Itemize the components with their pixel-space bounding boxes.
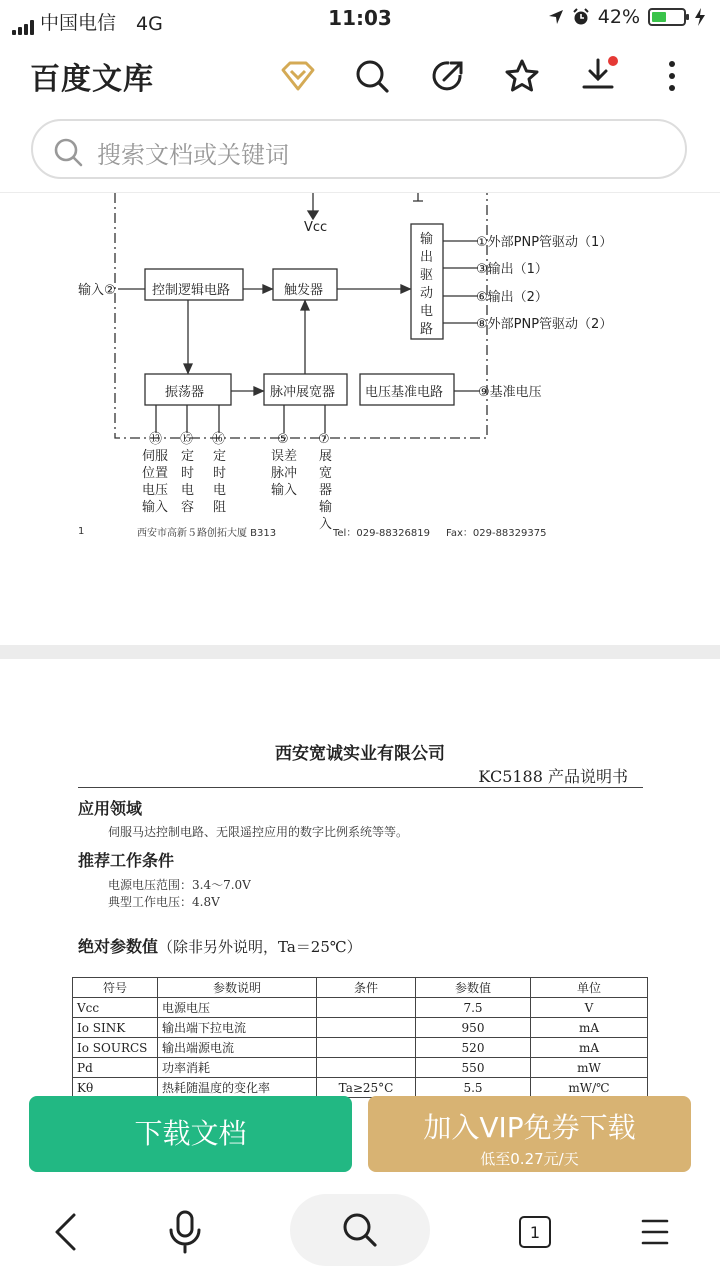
table-cell: Ta≥25°C [317,1078,416,1098]
bottom-nav [0,1190,720,1280]
search-nav-button[interactable] [290,1194,430,1266]
footer-fax: Fax：029-88329375 [446,528,547,539]
battery-icon [648,8,686,26]
table-cell: 输出端源电流 [158,1038,317,1058]
pin-label-15-1: 时 [181,466,195,481]
document-page-2 [0,659,720,1099]
search-field-icon [53,137,83,167]
pin-label-7-0: 展 [319,449,333,464]
pin-label-13-1: 位置 [142,466,169,481]
block-output-driver-4: 电 [420,304,434,319]
table-row [73,1038,648,1058]
pin-7: ⑦ [318,432,330,447]
pin-label-7-2: 器 [319,483,333,498]
block-voltage-ref: 电压基准电路 [365,385,444,400]
table-cell: 950 [416,1018,531,1038]
pin-13: ⑬ [149,432,163,447]
table-cell: 电源电压 [158,998,317,1018]
section-absolute-title-text: 绝对参数值 [78,937,159,956]
more-icon[interactable] [650,54,694,98]
tabs-icon [519,1216,551,1248]
pin-label-15-3: 容 [181,500,195,515]
table-cell [317,1018,416,1038]
output-label-3: ⑥输出（2） [476,290,548,305]
table-row [73,1078,648,1098]
block-output-driver-0: 输 [420,232,434,247]
table-cell: mA [531,1018,648,1038]
pin-label-15-2: 电 [181,483,195,498]
section-conditions-title: 推荐工作条件 [78,851,175,870]
status-right [548,6,706,28]
tab-count: 1 [529,1222,541,1242]
table-row [73,1058,648,1078]
output-label-4: ⑧外部PNP管驱动（2） [476,317,613,332]
block-output-driver-3: 动 [420,286,434,301]
table-header: 条件 [317,978,416,998]
table-cell: mW [531,1058,648,1078]
pin-label-16-2: 电 [213,483,227,498]
block-control-logic: 控制逻辑电路 [152,283,231,298]
clock: 11:03 [328,6,392,30]
section-conditions-line2: 典型工作电压：4.8V [108,895,220,909]
page-separator [0,645,720,659]
pin-label-13-3: 输入 [142,500,169,515]
pin-label-7-4: 入 [319,517,333,532]
table-header-row [73,978,648,998]
search-input[interactable] [31,119,687,179]
pin-label-13-0: 伺服 [142,449,169,464]
microphone-icon[interactable] [150,1190,220,1274]
block-pulse-expander: 脉冲展宽器 [270,385,336,400]
section-application-title: 应用领域 [78,799,143,818]
table-cell: 热耗随温度的变化率 [158,1078,317,1098]
search-icon[interactable] [350,54,394,98]
table-cell [317,1038,416,1058]
table-cell [317,1058,416,1078]
pin-15: ⑮ [180,432,194,447]
app-header [0,40,720,110]
network-label: 4G [136,13,163,35]
vip-diamond-icon[interactable] [276,54,320,98]
pin-label-7-3: 输 [319,500,333,515]
document-page-1 [0,193,720,643]
pin-label-5-0: 误差 [271,449,298,464]
header-rule [78,787,643,788]
share-icon[interactable] [426,54,470,98]
table-cell: 520 [416,1038,531,1058]
search-placeholder: 搜索文档或关键词 [97,141,289,169]
table-cell: 550 [416,1058,531,1078]
table-cell: Io SINK [73,1018,158,1038]
footer-page-number: 1 [78,526,85,537]
vip-download-button[interactable] [368,1096,691,1172]
output-label-1: ①外部PNP管驱动（1） [476,235,613,250]
section-absolute-title [78,934,362,957]
pin-label-16-3: 阻 [213,500,227,515]
pin-label-13-2: 电压 [142,483,169,498]
charging-icon [694,8,706,26]
alarm-icon [572,8,590,26]
vip-button-sublabel: 低至0.27元/天 [480,1150,579,1168]
status-bar [0,0,720,38]
table-cell: V [531,998,648,1018]
product-title: KC5188 产品说明书 [478,767,628,786]
block-output-driver-2: 驱 [420,268,434,283]
table-header: 参数值 [416,978,531,998]
table-row [73,1018,648,1038]
block-output-driver-1: 出 [420,250,434,265]
star-icon[interactable] [500,54,544,98]
search-nav-icon [342,1212,378,1248]
ref-voltage-label: ⑨基准电压 [478,385,542,400]
carrier-label: 中国电信 [40,12,117,34]
pin-16: ⑯ [212,432,226,447]
table-header: 符号 [73,978,158,998]
vip-button-label: 加入VIP免券下载 [423,1111,636,1144]
download-document-button[interactable] [29,1096,352,1172]
table-cell: Io SOURCS [73,1038,158,1058]
block-oscillator: 振荡器 [165,385,205,400]
download-icon[interactable] [576,54,620,98]
parameter-table [72,977,648,1098]
block-trigger: 触发器 [284,283,324,298]
company-name: 西安宽诚实业有限公司 [275,744,445,764]
section-application-body: 伺服马达控制电路、无限遥控应用的数字比例系统等等。 [108,825,409,839]
pin-label-16-1: 时 [213,466,227,481]
back-icon[interactable] [30,1190,100,1274]
pin-label-5-2: 输入 [271,483,298,498]
table-cell: mW/℃ [531,1078,648,1098]
table-header: 单位 [531,978,648,998]
table-cell: 7.5 [416,998,531,1018]
table-cell: Pd [73,1058,158,1078]
input-label: 输入② [78,283,116,298]
footer-address: 西安市高新５路创拓大厦 B313 [137,528,277,539]
menu-icon[interactable] [620,1190,690,1274]
table-cell: Kθ [73,1078,158,1098]
footer-tel: Tel：029-88326819 [333,528,430,539]
download-button-label: 下载文档 [134,1117,247,1150]
section-absolute-note: （除非另外说明，Ta＝25℃） [158,938,362,956]
table-cell: 5.5 [416,1078,531,1098]
section-conditions-line1: 电源电压范围：3.4～7.0V [108,878,251,892]
pin-label-7-1: 宽 [319,466,333,481]
tabs-button[interactable] [500,1190,570,1274]
block-diagram [0,193,720,643]
table-cell: 功率消耗 [158,1058,317,1078]
block-output-driver-5: 路 [420,322,434,337]
pin-label-5-1: 脉冲 [271,466,298,481]
table-cell: Vcc [73,998,158,1018]
table-cell: mA [531,1038,648,1058]
brand-logo[interactable]: 百度文库 [30,62,154,97]
output-label-2: ③输出（1） [476,262,548,277]
location-icon [548,9,564,25]
table-cell: 输出端下拉电流 [158,1018,317,1038]
pin-label-16-0: 定 [213,449,227,464]
table-cell [317,998,416,1018]
vcc-label: Vcc [304,220,328,235]
pin-5: ⑤ [277,432,289,447]
table-row [73,998,648,1018]
table-header: 参数说明 [158,978,317,998]
battery-percent: 42% [597,6,640,28]
pin-label-15-0: 定 [181,449,195,464]
